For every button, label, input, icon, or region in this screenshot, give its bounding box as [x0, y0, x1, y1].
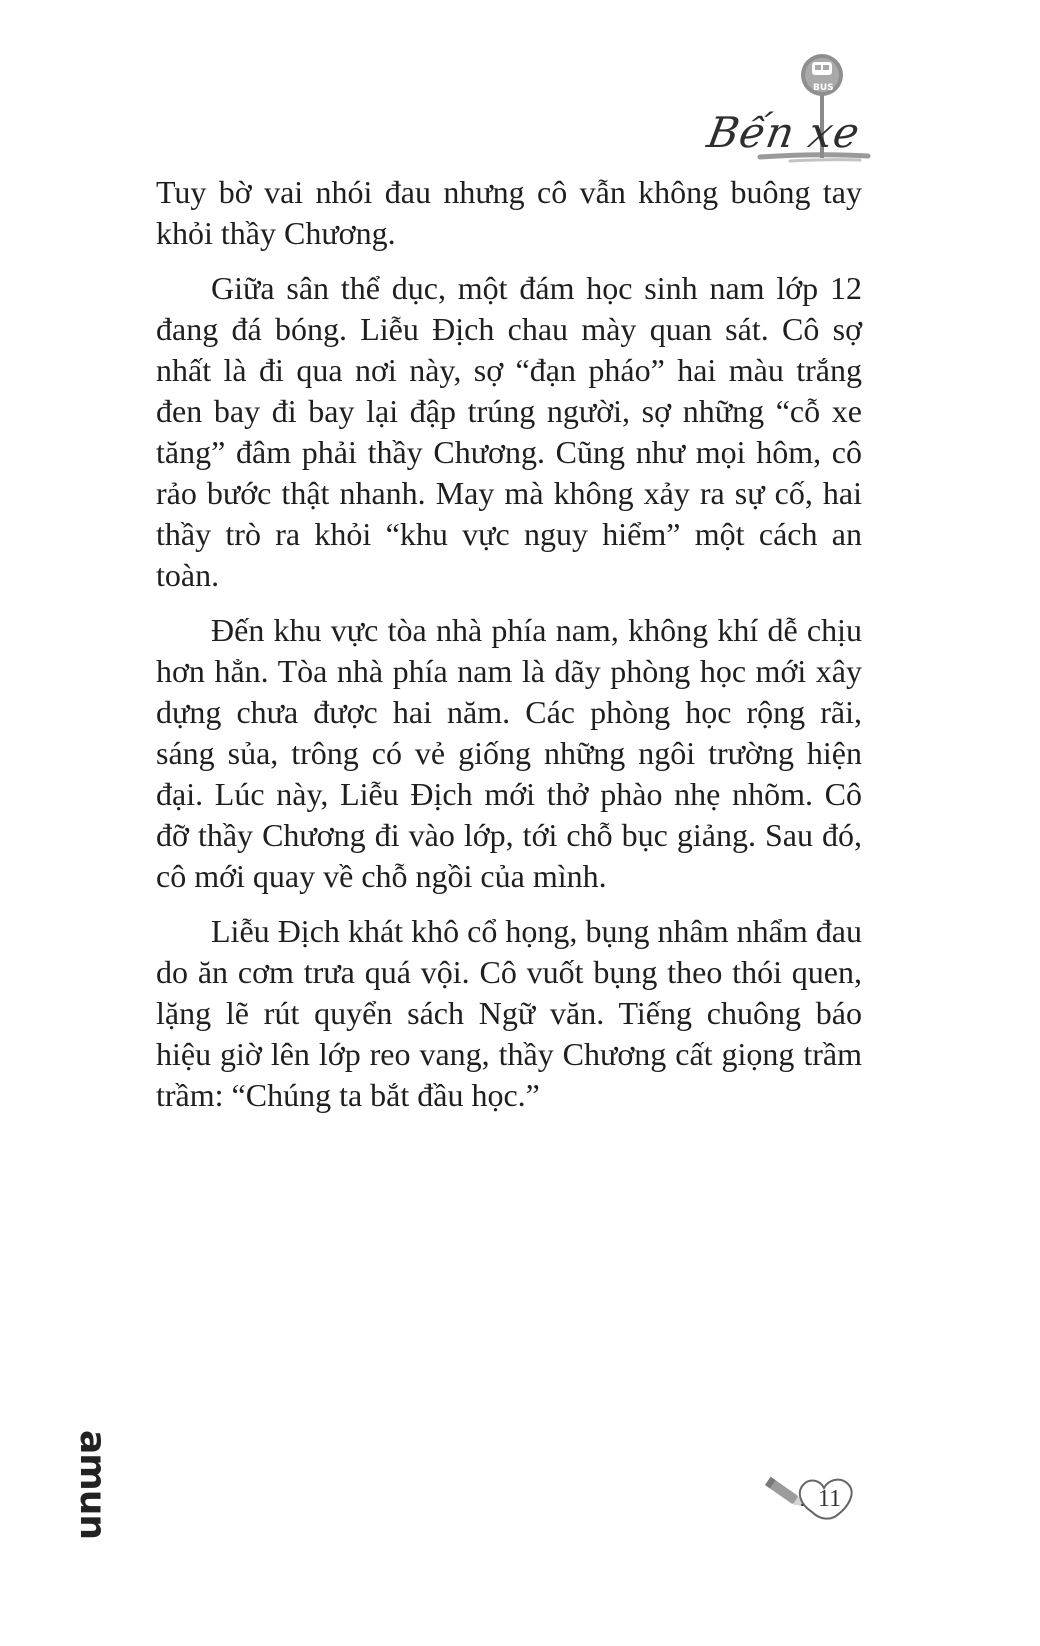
- page-footer: [760, 1464, 880, 1534]
- page-number: 11: [818, 1486, 842, 1512]
- chapter-title: Bến xe: [703, 108, 864, 157]
- page-body: [156, 172, 862, 1130]
- bus-sign-label: BUS: [813, 83, 834, 93]
- publisher-logo-text: amun: [72, 1429, 114, 1540]
- paragraph: Tuy bờ vai nhói đau nhưng cô vẫn không buông tay khỏi thầy Chương.: [156, 174, 862, 251]
- paragraph: Liễu Địch khát khô cổ họng, bụng nhâm nhẩm đau do ăn cơm trưa quá vội. Cô vuốt bụng theo thói quen, lặng lẽ rút quyển sách Ngữ văn. Tiếng chuông báo hiệu giờ lên lớp reo vang, thầy Chương cất giọng trầm trầm: “Chúng ta bắt đầu học.”: [156, 913, 862, 1113]
- publisher-logo: [58, 1424, 138, 1540]
- paragraph: Đến khu vực tòa nhà phía nam, không khí dễ chịu hơn hẳn. Tòa nhà phía nam là dãy phòng học mới xây dựng chưa được hai năm. Các phòng học rộng rãi, sáng sủa, trông có vẻ giống những ngôi trường hiện đại. Lúc này, Liễu Địch mới thở phào nhẹ nhõm. Cô đỡ thầy Chương đi vào lớp, tới chỗ bục giảng. Sau đó, cô mới quay về chỗ ngồi của mình.: [156, 612, 862, 894]
- page-header: [680, 50, 910, 180]
- paragraph: Giữa sân thể dục, một đám học sinh nam lớp 12 đang đá bóng. Liễu Địch chau mày quan sát. Cô sợ nhất là đi qua nơi này, sợ “đạn pháo” hai màu trắng đen bay đi bay lại đập trúng người, sợ những “cỗ xe tăng” đâm phải thầy Chương. Cũng như mọi hôm, cô rảo bước thật nhanh. May mà không xảy ra sự cố, hai thầy trò ra khỏi “khu vực nguy hiểm” một cách an toàn.: [156, 270, 862, 593]
